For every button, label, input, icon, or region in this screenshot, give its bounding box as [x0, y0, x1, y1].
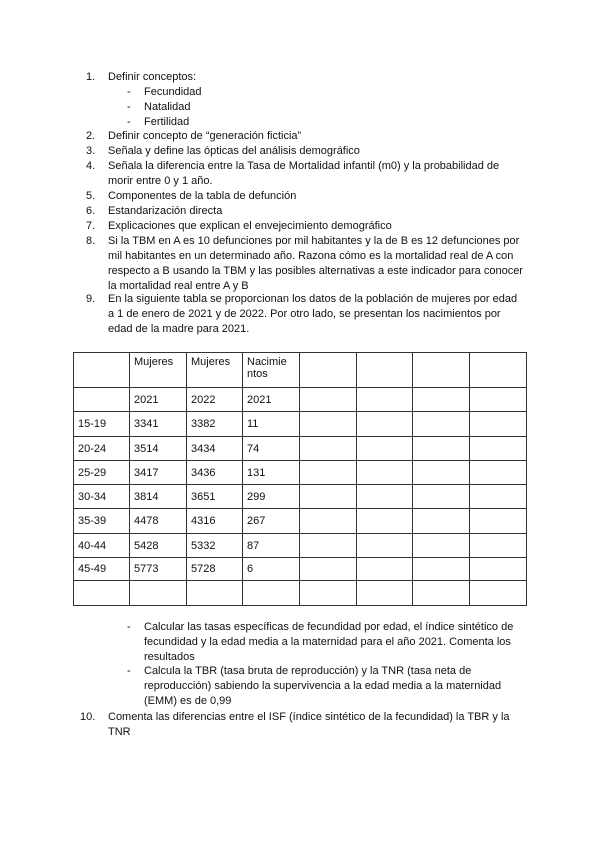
text-line: Explicaciones que explican el envejecimiento demográfico: [108, 220, 392, 232]
table-cell: 299: [243, 485, 300, 509]
table-cell: [300, 581, 357, 606]
table-cell: 5773: [130, 558, 187, 581]
text-line: Señala la diferencia entre la Tasa de Mortalidad infantil (m0) y la probabilidad de: [108, 160, 500, 172]
table-cell: [74, 353, 130, 388]
table-cell: [413, 437, 470, 461]
table-cell: [300, 353, 357, 388]
table-row: [74, 509, 527, 534]
question-text: [108, 70, 196, 85]
concept-text: Fertilidad: [144, 115, 190, 128]
question-number: 9.: [86, 293, 96, 305]
text-line: En la siguiente tabla se proporcionan los datos de la población de mujeres por edad: [108, 293, 518, 305]
table-cell: [470, 388, 527, 412]
table-cell: [413, 412, 470, 437]
question-text: [108, 234, 523, 294]
table-cell: [470, 353, 527, 388]
table-cell: [74, 388, 130, 412]
text-line: edad de la madre para 2021.: [108, 322, 250, 335]
table-cell: [243, 581, 300, 606]
table-cell: 4316: [187, 509, 243, 534]
table-cell: 15-19: [74, 412, 130, 437]
dash-bullet: -: [127, 665, 131, 677]
table-row: [74, 581, 527, 606]
text-line: Calcula la TBR (tasa bruta de reproducción) y la TNR (tasa neta de: [144, 665, 472, 677]
table-cell: [470, 581, 527, 606]
text-line: (EMM) es de 0,99: [144, 694, 232, 707]
dash-bullet: -: [127, 621, 131, 633]
table-cell: 267: [243, 509, 300, 534]
text-line: reproducción) sabiendo la supervivencia a la edad media a la maternidad: [144, 679, 502, 692]
text-line: Calcular las tasas específicas de fecundidad por edad, el índice sintético de: [144, 621, 514, 633]
text-line: fecundidad y la edad media a la maternidad para el año 2021. Comenta los: [144, 635, 511, 648]
table-cell: [413, 581, 470, 606]
question-text: [108, 129, 301, 144]
table-cell: 20-24: [74, 437, 130, 461]
table-row: [74, 534, 527, 558]
dash-bullet: -: [127, 86, 131, 98]
table-row: [74, 485, 527, 509]
text-line: respecto a B usando la TBM y las posibles alternativas a este indicador para conocer: [108, 264, 523, 277]
table-cell: [470, 437, 527, 461]
table-cell: 11: [243, 412, 300, 437]
question-text: [108, 292, 517, 337]
text-line: Si la TBM en A es 10 defunciones por mil habitantes y la de B es 12 defunciones por: [108, 235, 520, 247]
table-cell: [300, 485, 357, 509]
table-cell: 2021: [243, 388, 300, 412]
table-header-row: [74, 353, 527, 388]
table-cell: [357, 461, 413, 485]
question-text: [108, 204, 222, 219]
table-row: [74, 558, 527, 581]
table-cell: [300, 558, 357, 581]
table-cell: [470, 461, 527, 485]
data-table: [73, 352, 527, 606]
text-line: Comenta las diferencias entre el ISF (índice sintético de la fecundidad) la TBR y la: [108, 711, 510, 723]
text-line: Definir conceptos:: [108, 71, 197, 83]
table-cell: [470, 509, 527, 534]
table-cell: 5332: [187, 534, 243, 558]
table-cell: [470, 558, 527, 581]
text-line: mil habitantes en un determinado año. Razona cómo es la mortalidad real de A con: [108, 249, 514, 262]
text-line: Componentes de la tabla de defunción: [108, 190, 297, 202]
table-cell: 6: [243, 558, 300, 581]
table-cell: 131: [243, 461, 300, 485]
table-cell: [300, 388, 357, 412]
question-number: 5.: [86, 190, 96, 202]
table-cell: 2022: [187, 388, 243, 412]
table-row: [74, 388, 527, 412]
table-cell: Nacimie ntos: [243, 353, 300, 388]
table-cell: [357, 485, 413, 509]
question-number: 4.: [86, 160, 96, 172]
concept-text: Natalidad: [144, 100, 191, 113]
table-cell: [300, 412, 357, 437]
question-number: 7.: [86, 220, 96, 232]
table-cell: [413, 534, 470, 558]
table-cell: [300, 437, 357, 461]
question-text: [108, 710, 510, 740]
text-line: Definir concepto de “generación ficticia”: [108, 130, 302, 142]
table-cell: 87: [243, 534, 300, 558]
table-cell: 3651: [187, 485, 243, 509]
table-row: [74, 412, 527, 437]
text-line: TNR: [108, 725, 131, 738]
question-text: [108, 159, 499, 189]
table-cell: 45-49: [74, 558, 130, 581]
table-cell: [357, 388, 413, 412]
table-cell: 4478: [130, 509, 187, 534]
dash-bullet: -: [127, 100, 131, 113]
table-cell: 25-29: [74, 461, 130, 485]
table-cell: [357, 412, 413, 437]
table-cell: 3417: [130, 461, 187, 485]
task-text: [144, 664, 501, 709]
question-number: 10.: [80, 711, 96, 723]
table-cell: 3434: [187, 437, 243, 461]
table-cell: [187, 581, 243, 606]
table-cell: [74, 581, 130, 606]
text-line: Señala y define las ópticas del análisis demográfico: [108, 145, 360, 157]
question-number: 8.: [86, 235, 96, 247]
text-line: Estandarización directa: [108, 205, 223, 217]
question-number: 2.: [86, 130, 96, 142]
text-line: a 1 de enero de 2021 y de 2022. Por otro lado, se presentan los nacimientos por: [108, 307, 501, 320]
table-cell: [357, 558, 413, 581]
table-cell: [130, 581, 187, 606]
table-cell: [413, 485, 470, 509]
table-cell: [357, 353, 413, 388]
dash-bullet: -: [127, 115, 131, 128]
table-cell: 35-39: [74, 509, 130, 534]
table-cell: 30-34: [74, 485, 130, 509]
table-cell: Mujeres: [187, 353, 243, 388]
table-row: [74, 461, 527, 485]
table-cell: [357, 534, 413, 558]
table-row: [74, 437, 527, 461]
table-cell: [470, 412, 527, 437]
table-cell: [413, 558, 470, 581]
table-cell: [413, 461, 470, 485]
table-cell: 40-44: [74, 534, 130, 558]
text-line: la mortalidad real entre A y B: [108, 279, 249, 292]
table-cell: [357, 437, 413, 461]
question-text: [108, 144, 360, 159]
table-cell: 3436: [187, 461, 243, 485]
table-cell: [357, 581, 413, 606]
question-number: 3.: [86, 145, 96, 157]
table-cell: [300, 509, 357, 534]
table-cell: 74: [243, 437, 300, 461]
table-cell: 5428: [130, 534, 187, 558]
text-line: morir entre 0 y 1 año.: [108, 174, 213, 187]
concept-text: Fecundidad: [144, 86, 202, 98]
table-cell: [413, 388, 470, 412]
table-cell: [470, 485, 527, 509]
table-cell: 2021: [130, 388, 187, 412]
question-text: [108, 189, 296, 204]
table-cell: [300, 534, 357, 558]
table-cell: Mujeres: [130, 353, 187, 388]
table-cell: [470, 534, 527, 558]
table-cell: 3814: [130, 485, 187, 509]
task-text: [144, 620, 513, 665]
table-cell: [357, 509, 413, 534]
table-cell: 5728: [187, 558, 243, 581]
table-cell: [413, 353, 470, 388]
table-cell: [413, 509, 470, 534]
question-text: [108, 219, 392, 234]
question-number: 1.: [86, 71, 96, 83]
table-cell: 3341: [130, 412, 187, 437]
question-number: 6.: [86, 205, 96, 217]
text-line: resultados: [144, 650, 195, 663]
table-cell: 3382: [187, 412, 243, 437]
table-cell: 3514: [130, 437, 187, 461]
table-cell: [300, 461, 357, 485]
